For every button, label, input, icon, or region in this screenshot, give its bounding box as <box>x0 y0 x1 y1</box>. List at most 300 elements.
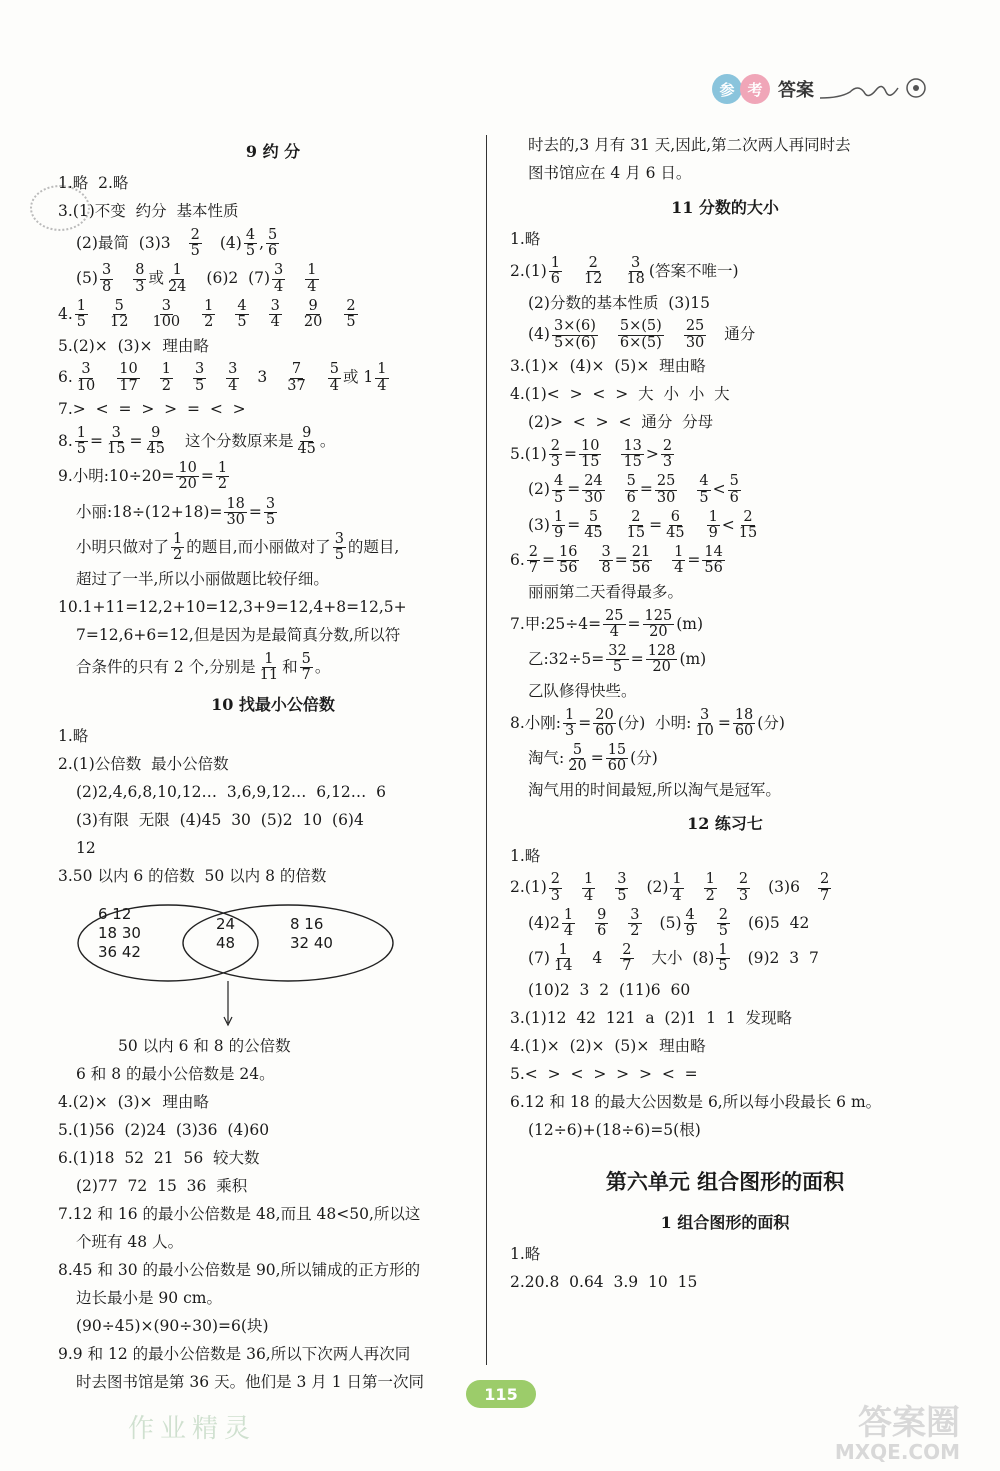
denominator: 10 <box>695 722 714 739</box>
fraction <box>333 532 346 563</box>
fraction <box>108 299 130 330</box>
numerator: 3 <box>228 361 238 378</box>
denominator: 5 <box>718 958 728 975</box>
denominator: 15 <box>580 454 600 471</box>
denominator: 4 <box>563 923 574 940</box>
fraction <box>100 263 113 294</box>
numerator: 1 <box>76 424 87 441</box>
numerator: 16 <box>559 544 578 561</box>
fraction <box>75 426 88 457</box>
denominator: 2 <box>173 547 183 564</box>
answer-line: 1.略 2.略 <box>58 174 129 193</box>
fraction <box>693 708 715 739</box>
fraction <box>552 474 565 505</box>
denominator: 2 <box>217 476 228 493</box>
denominator: 8 <box>101 278 112 295</box>
fraction <box>603 609 625 640</box>
numerator: 3 <box>631 255 641 271</box>
answer-line: 1.略 <box>510 230 541 249</box>
numerator: 2 <box>550 437 560 454</box>
answer-line: (2)> < > < 通分 分母 <box>528 413 714 432</box>
fraction <box>566 743 588 774</box>
answer-line: (4)2 $\frac{1}{4}$ $\frac{9}{6}$ $\frac{3}{2}$ (5) $\frac{4}{9}$ $\frac{2}{5}$ (6)5 42 <box>528 906 810 940</box>
denominator: 20 <box>568 758 587 775</box>
numerator: 1 <box>173 531 183 548</box>
fraction <box>133 263 146 294</box>
denominator: 5 <box>699 489 709 506</box>
fraction <box>295 426 317 457</box>
answer-line: (2)分数的基本性质 (3)15 <box>528 293 710 312</box>
numerator: 18 <box>734 706 754 723</box>
numerator: 3 <box>101 262 112 279</box>
fraction <box>202 299 215 330</box>
numerator: 25 <box>656 473 676 490</box>
denominator: 7 <box>528 560 539 577</box>
denominator: 7 <box>819 887 830 904</box>
fraction <box>582 510 604 541</box>
fraction <box>670 872 683 903</box>
answer-line: (5) $\frac{3}{8}$ $\frac{8}{3}$ 或 $\frac{1}{24}$ (6)2 (7) $\frac{3}{4}$ $\frac{1}{4}$ <box>76 262 317 295</box>
fraction <box>655 474 677 505</box>
fraction <box>702 545 724 576</box>
fraction <box>171 532 184 563</box>
answer-line: 7.12 和 16 的最小公倍数是 48,而且 48<50,所以这 <box>58 1205 421 1224</box>
denominator: 4 <box>307 278 317 295</box>
fraction <box>818 872 831 903</box>
denominator: 12 <box>583 271 603 288</box>
answer-line: (90÷45)×(90÷30)=6(块) <box>76 1317 269 1336</box>
header-title: 答案 <box>778 80 814 101</box>
denominator: 12 <box>110 314 129 331</box>
fraction <box>582 474 604 505</box>
fraction <box>664 510 686 541</box>
section-title: 12 练习七 <box>687 814 763 834</box>
fraction <box>189 228 202 259</box>
fraction <box>737 872 750 903</box>
answer-line: 7.> < = > > = < > <box>58 400 246 419</box>
header-badge: 参 <box>712 74 742 104</box>
fraction <box>625 510 647 541</box>
answer-line: 3.50 以内 6 的倍数 50 以内 8 的倍数 <box>58 867 327 886</box>
answer-line: 4. $\frac{1}{5}$ $\frac{5}{12}$ $\frac{3}{100}$ $\frac{1}{2}$ $\frac{4}{5}$ $\frac{3}{4}$ $\frac{9}{20}$ $\frac{2}{5}$ <box>58 297 356 331</box>
denominator: 5 <box>237 314 247 331</box>
numerator: 2 <box>588 255 598 271</box>
numerator: 3 <box>194 361 205 378</box>
denominator: 3 <box>550 454 560 471</box>
fraction <box>375 362 388 393</box>
fraction <box>117 362 139 393</box>
fraction <box>193 362 206 393</box>
numerator: 3×(6) <box>553 318 596 335</box>
fraction <box>562 908 575 939</box>
denominator: 20 <box>649 623 668 640</box>
fraction <box>606 644 628 675</box>
denominator: 5 <box>194 377 205 394</box>
numerator: 5 <box>626 473 636 490</box>
fraction <box>628 908 641 939</box>
answer-line: 3.(1)× (4)× (5)× 理由略 <box>510 357 706 376</box>
denominator: 7 <box>301 666 311 683</box>
fraction <box>344 299 357 330</box>
unit-title: 第六单元 组合图形的面积 <box>605 1169 845 1194</box>
numerator: 4 <box>699 473 709 490</box>
answer-line: 8.45 和 30 的最小公倍数是 90,所以铺成的正方形的 <box>58 1261 421 1280</box>
answer-line: (10)2 3 2 (11)6 60 <box>528 981 691 999</box>
fraction <box>697 474 710 505</box>
denominator: 2 <box>705 887 715 904</box>
fraction <box>144 426 166 457</box>
denominator: 56 <box>559 560 578 577</box>
fraction <box>552 943 574 974</box>
answer-line: (2) $\frac{4}{5}$ = $\frac{24}{30}$ $\frac{5}{6}$ = $\frac{25}{30}$ $\frac{4}{5}$ < $\frac{5}{6}$ <box>528 473 739 506</box>
fraction <box>643 609 675 640</box>
fraction <box>176 461 198 492</box>
answer-line: 6. $\frac{2}{7}$ = $\frac{16}{56}$ $\frac{3}{8}$ = $\frac{21}{56}$ $\frac{1}{4}$ = $\frac{14}{56}$ <box>510 544 723 577</box>
fraction <box>216 461 229 492</box>
fraction <box>285 362 307 393</box>
denominator: 11 <box>259 666 279 683</box>
answer-line: 乙:32÷5= $\frac{32}{5}$ = $\frac{128}{20}$ (m) <box>528 643 707 676</box>
fraction <box>646 644 678 675</box>
denominator: 5×(6) <box>553 334 596 351</box>
denominator: 37 <box>287 377 306 394</box>
denominator: 6 <box>268 243 278 260</box>
page-number: 115 <box>466 1380 536 1408</box>
denominator: 30 <box>584 489 603 506</box>
denominator: 5 <box>718 923 728 940</box>
fraction <box>328 362 341 393</box>
denominator: 4 <box>274 278 284 295</box>
denominator: 15 <box>107 440 126 457</box>
numerator: 3 <box>699 706 710 723</box>
fraction <box>684 319 706 350</box>
fraction <box>105 426 127 457</box>
fraction <box>707 510 720 541</box>
fraction <box>264 497 277 528</box>
section-title: 1 组合图形的面积 <box>660 1212 790 1232</box>
reference-answer-header <box>712 74 930 104</box>
fraction <box>599 545 612 576</box>
numerator: 24 <box>584 473 603 490</box>
answer-line: 图书馆应在 4 月 6 日。 <box>528 164 692 183</box>
answer-line: 1.略 <box>510 846 541 865</box>
numerator: 3 <box>630 906 640 923</box>
section-title: 9 约 分 <box>245 142 301 161</box>
fraction <box>75 299 88 330</box>
fraction <box>549 256 562 287</box>
denominator: 9 <box>685 923 695 940</box>
denominator: 4 <box>377 377 387 394</box>
numerator: 4 <box>245 227 256 243</box>
denominator: 45 <box>146 440 165 457</box>
answer-line: 6.(1)18 52 21 56 较大数 <box>58 1149 260 1168</box>
denominator: 5 <box>76 314 87 331</box>
numerator: 3 <box>617 871 627 888</box>
numerator: 2 <box>190 227 200 243</box>
fraction <box>716 943 729 974</box>
denominator: 9 <box>553 524 564 541</box>
denominator: 4 <box>270 314 280 331</box>
denominator: 6×(5) <box>619 334 662 351</box>
numerator: 5 <box>268 227 278 243</box>
numerator: 128 <box>647 643 676 660</box>
answer-line: 时去的,3 月有 31 天,因此,第二次两人再同时去 <box>528 136 851 155</box>
denominator: 30 <box>656 489 676 506</box>
numerator: 2 <box>631 508 641 525</box>
fraction <box>272 263 285 294</box>
answer-line: 9.小明:10÷20= $\frac{10}{20}$ = $\frac{1}{2}$ <box>58 460 228 493</box>
answer-line: 合条件的只有 2 个,分别是 $\frac{1}{11}$ 和 $\frac{5}{7}$ 。 <box>76 650 331 683</box>
answer-line: (2)2,4,6,8,10,12… 3,6,9,12… 6,12… 6 <box>76 783 387 802</box>
answer-line: 5.< > < > > > < = <box>510 1065 698 1083</box>
denominator: 5 <box>617 887 627 904</box>
denominator: 5 <box>190 243 200 260</box>
numerator: 4 <box>237 297 247 314</box>
fraction <box>302 299 324 330</box>
answer-line: (2)最简 (3)3 $\frac{2}{5}$ (4) $\frac{4}{5}$ , $\frac{5}{6}$ <box>76 227 278 260</box>
denominator: 6 <box>626 489 636 506</box>
answer-line: 2.20.8 0.64 3.9 10 15 <box>510 1273 698 1292</box>
fraction <box>624 256 646 287</box>
denominator: 6 <box>550 271 560 288</box>
numerator: 10 <box>580 437 600 454</box>
fraction <box>269 299 282 330</box>
numerator: 10 <box>178 460 197 477</box>
denominator: 15 <box>738 524 758 541</box>
denominator: 2 <box>161 377 171 394</box>
fraction <box>224 497 246 528</box>
answer-line: 6.12 和 18 的最大公因数是 6,所以每小段最长 6 m。 <box>510 1093 882 1111</box>
denominator: 5 <box>76 440 87 457</box>
denominator: 3 <box>135 278 145 295</box>
denominator: 3 <box>738 887 749 904</box>
answer-line: 丽丽第二天看得最多。 <box>528 582 684 601</box>
answer-line: 小明只做对了 $\frac{1}{2}$ 的题目,而小丽做对了 $\frac{3}{5}$ 的题目, <box>76 531 400 564</box>
numerator: 1 <box>553 508 564 525</box>
denominator: 4 <box>672 887 682 904</box>
numerator: 14 <box>704 544 723 561</box>
numerator: 25 <box>685 318 705 335</box>
fraction <box>166 263 188 294</box>
fraction <box>728 474 741 505</box>
numerator: 2 <box>819 871 830 888</box>
venn-right-values: 8 16 32 40 <box>290 914 333 953</box>
denominator: 3 <box>550 887 560 904</box>
right-column <box>510 130 940 1299</box>
answer-line: 8. $\frac{1}{5}$ = $\frac{3}{15}$ = $\frac{9}{45}$ 这个分数原来是 $\frac{9}{45}$ 。 <box>58 424 336 457</box>
fraction <box>150 299 182 330</box>
fraction <box>595 908 608 939</box>
fraction <box>160 362 173 393</box>
numerator: 1 <box>204 297 214 314</box>
fraction <box>630 545 652 576</box>
fraction <box>717 908 730 939</box>
denominator: 5 <box>612 659 623 676</box>
fraction <box>75 362 97 393</box>
fraction <box>563 708 576 739</box>
numerator: 3 <box>81 361 91 378</box>
answer-line: 乙队修得快些。 <box>528 681 637 700</box>
numerator: 9 <box>308 297 318 314</box>
answer-line: 4.(1)< > < > 大 小 小 大 <box>510 385 730 404</box>
numerator: 7 <box>291 361 302 378</box>
fraction <box>549 872 562 903</box>
numerator: 9 <box>151 424 161 441</box>
numerator: 3 <box>161 297 171 314</box>
denominator: 3 <box>565 722 575 739</box>
fraction <box>620 943 633 974</box>
answer-line: (3) $\frac{1}{9}$ = $\frac{5}{45}$ $\frac{2}{15}$ = $\frac{6}{45}$ $\frac{1}{9}$ < $\frac{2}{15}$ <box>528 508 758 541</box>
numerator: 15 <box>607 741 627 758</box>
header-badge: 考 <box>740 74 770 104</box>
denominator: 8 <box>601 560 611 577</box>
fraction <box>258 652 280 683</box>
numerator: 1 <box>172 262 182 279</box>
numerator: 2 <box>346 297 356 314</box>
answer-line: 超过了一半,所以小丽做题比较仔细。 <box>76 569 329 588</box>
fraction <box>305 263 318 294</box>
fraction <box>672 545 685 576</box>
answer-line: 5.(1)56 (2)24 (3)36 (4)60 <box>58 1121 270 1140</box>
denominator: 100 <box>152 314 181 331</box>
answer-line: 8.小刚: $\frac{1}{3}$ = $\frac{20}{60}$ (分) 小明: $\frac{3}{10}$ = $\frac{18}{60}$ (分) <box>510 706 785 739</box>
numerator: 2 <box>738 871 749 888</box>
numerator: 13 <box>623 437 642 454</box>
denominator: 56 <box>631 560 651 577</box>
denominator: 5 <box>245 243 256 260</box>
numerator: 2 <box>622 942 632 959</box>
numerator: 3 <box>265 495 276 512</box>
denominator: 45 <box>584 524 603 541</box>
denominator: 14 <box>553 958 573 975</box>
numerator: 1 <box>377 361 387 378</box>
left-column <box>58 130 488 1399</box>
answer-line: (2)77 72 15 36 乘积 <box>76 1177 248 1196</box>
numerator: 1 <box>161 361 171 378</box>
answer-line: (7) $\frac{1}{14}$ 4 $\frac{2}{7}$ 大小 (8) $\frac{1}{5}$ (9)2 3 7 <box>528 942 819 975</box>
denominator: 6 <box>729 489 739 506</box>
numerator: 3 <box>601 544 611 561</box>
numerator: 1 <box>705 871 715 888</box>
answer-line: 边长最小是 90 cm。 <box>76 1289 222 1308</box>
denominator: 4 <box>674 560 684 577</box>
denominator: 30 <box>685 334 705 351</box>
answer-line: 6. $\frac{3}{10}$ $\frac{10}{17}$ $\frac{1}{2}$ $\frac{3}{5}$ $\frac{3}{4}$ 3 $\frac{7}{37}$ $\frac{5}{4}$ 或 1 $\frac{1}{4}$ <box>58 361 387 394</box>
denominator: 60 <box>734 722 754 739</box>
answer-line: 5.(2)× (3)× 理由略 <box>58 336 209 355</box>
answer-line: 2.(1) $\frac{1}{6}$ $\frac{2}{12}$ $\frac{3}{18}$ (答案不唯一) <box>510 255 739 288</box>
fraction <box>618 319 664 350</box>
answer-line: 1.略 <box>58 727 89 746</box>
fraction <box>684 908 697 939</box>
answer-line: 9.9 和 12 的最小公倍数是 36,所以下次两人再次同 <box>58 1345 411 1364</box>
numerator: 4 <box>553 473 564 490</box>
answer-line: 3.(1)不变 约分 基本性质 <box>58 202 239 221</box>
numerator: 25 <box>605 607 624 624</box>
numerator: 1 <box>565 706 575 723</box>
fraction <box>552 319 598 350</box>
numerator: 4 <box>685 906 695 923</box>
venn-common-values: 24 48 <box>216 914 236 953</box>
denominator: 15 <box>626 524 646 541</box>
denominator: 45 <box>666 524 685 541</box>
answer-line: (4) $\frac{3\times(6)}{5\times(6)}$ $\frac{5\times(5)}{6\times(5)}$ $\frac{25}{30}$ 通分 <box>528 318 756 351</box>
numerator: 1 <box>307 262 317 279</box>
fraction <box>549 439 562 470</box>
answer-line: 小丽:18÷(12+18)= $\frac{18}{30}$ = $\frac{3}{5}$ <box>76 495 276 528</box>
denominator: 5 <box>346 314 356 331</box>
answer-line: 时去图书馆是第 36 天。他们是 3 月 1 日第一次同 <box>76 1373 425 1392</box>
answer-line: 2.(1) $\frac{2}{3}$ $\frac{1}{4}$ $\frac{3}{5}$ (2) $\frac{1}{4}$ $\frac{1}{2}$ $\frac{2}{3}$ (3)6 $\frac{2}{7}$ <box>510 871 830 904</box>
denominator: 4 <box>228 377 238 394</box>
fraction <box>226 362 239 393</box>
denominator: 45 <box>297 440 316 457</box>
numerator: 3 <box>274 262 284 279</box>
watermark-url: MXQE.COM <box>834 1440 960 1464</box>
fraction <box>582 256 604 287</box>
answer-line: 2.(1)公倍数 最小公倍数 <box>58 755 229 774</box>
denominator: 3 <box>662 454 673 471</box>
decorative-swirl-icon <box>820 74 930 104</box>
fraction <box>300 652 313 683</box>
numerator: 10 <box>119 361 138 378</box>
fraction <box>704 872 717 903</box>
numerator: 1 <box>672 871 682 888</box>
numerator: 20 <box>595 706 614 723</box>
fraction <box>615 872 628 903</box>
numerator: 1 <box>76 297 87 314</box>
fraction <box>579 439 601 470</box>
answer-line: 个班有 48 人。 <box>76 1233 184 1252</box>
numerator: 32 <box>608 643 627 660</box>
numerator: 2 <box>743 508 753 525</box>
denominator: 60 <box>607 758 627 775</box>
denominator: 5 <box>265 511 276 528</box>
venn-left-values: 6 12 18 30 36 42 <box>98 904 141 962</box>
answer-line: 12 <box>76 839 96 858</box>
numerator: 9 <box>302 424 312 441</box>
numerator: 2 <box>662 437 673 454</box>
numerator: 5 <box>301 650 311 667</box>
denominator: 30 <box>226 511 245 528</box>
answer-line: 7.甲:25÷4= $\frac{25}{4}$ = $\frac{125}{20}$ (m) <box>510 607 704 640</box>
numerator: 1 <box>718 942 728 959</box>
fraction <box>557 545 579 576</box>
denominator: 2 <box>204 314 214 331</box>
watermark-text: 作业精灵 <box>128 1414 257 1444</box>
numerator: 5 <box>572 741 583 758</box>
numerator: 5 <box>329 361 339 378</box>
denominator: 20 <box>652 659 671 676</box>
numerator: 8 <box>135 262 145 279</box>
numerator: 1 <box>550 255 560 271</box>
numerator: 6 <box>670 508 680 525</box>
watermark-logo: 答案圈 <box>858 1403 960 1443</box>
fraction <box>527 545 540 576</box>
section-title: 10 找最小公倍数 <box>211 694 335 714</box>
fraction <box>244 228 257 259</box>
answer-line: 淘气用的时间最短,所以淘气是冠军。 <box>528 780 781 799</box>
answer-line: 6 和 8 的最小公倍数是 24。 <box>76 1065 275 1084</box>
numerator: 18 <box>226 495 245 512</box>
answer-line: 3.(1)12 42 121 a (2)1 1 1 发现略 <box>510 1009 793 1027</box>
answer-line: 4.(1)× (2)× (5)× 理由略 <box>510 1037 706 1055</box>
denominator: 2 <box>630 923 640 940</box>
numerator: 1 <box>558 942 568 959</box>
denominator: 4 <box>583 887 594 904</box>
denominator: 20 <box>178 476 197 493</box>
fraction <box>621 439 643 470</box>
